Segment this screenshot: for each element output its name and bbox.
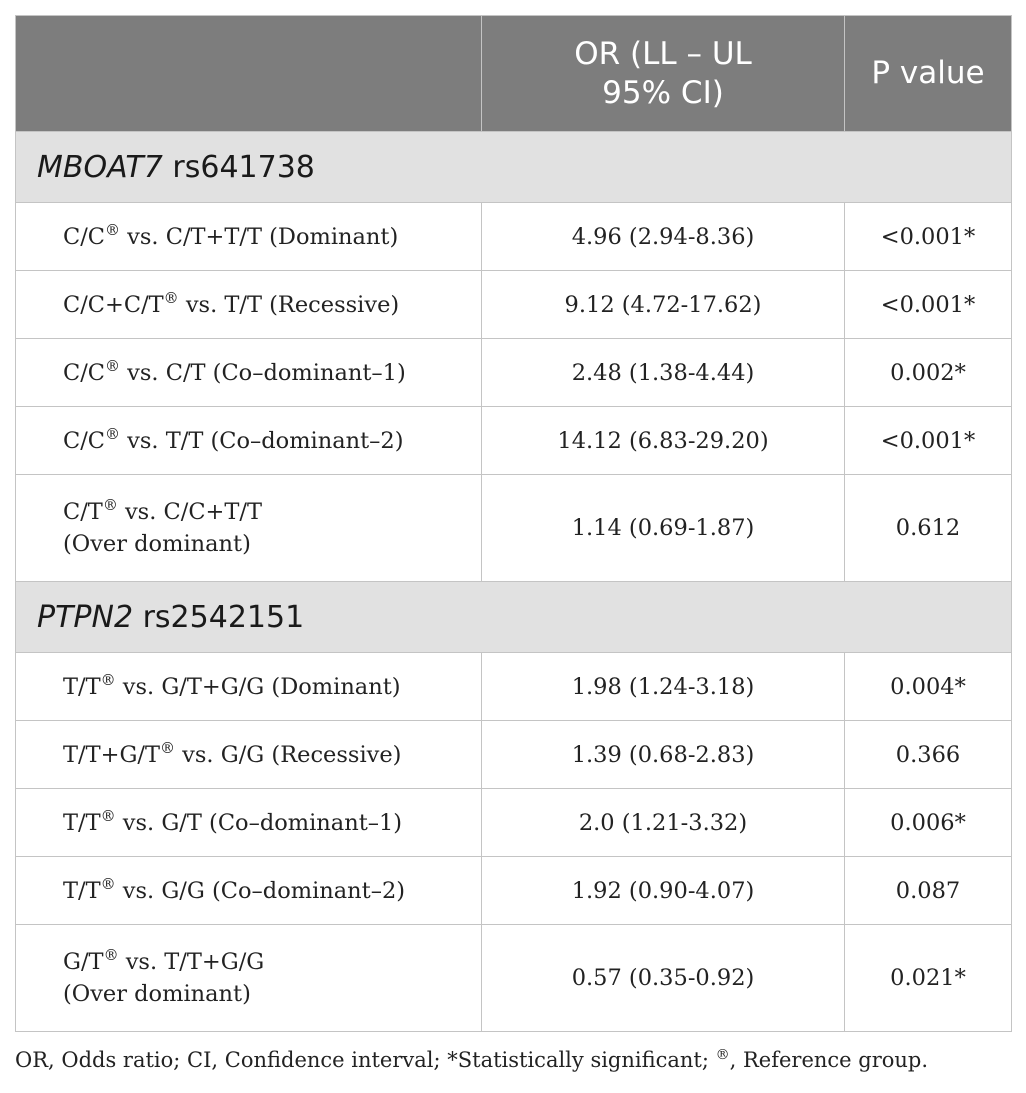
reference-mark: ® bbox=[102, 496, 118, 514]
reference-mark: ® bbox=[163, 288, 179, 307]
odds-ratio-cell: 9.12 (4.72-17.62) bbox=[482, 271, 845, 339]
reference-genotype: C/C bbox=[63, 427, 106, 454]
reference-genotype: C/C bbox=[63, 359, 106, 386]
table-row bbox=[16, 925, 1012, 1032]
table-row bbox=[16, 271, 1012, 339]
odds-ratio-cell: 0.57 (0.35-0.92) bbox=[482, 925, 845, 1032]
reference-mark: ® bbox=[100, 670, 116, 689]
table-row bbox=[16, 339, 1012, 407]
reference-mark: ® bbox=[100, 874, 116, 893]
model-cell bbox=[16, 475, 482, 582]
group-header-row bbox=[16, 582, 1012, 653]
odds-ratio-cell: 1.98 (1.24-3.18) bbox=[482, 653, 845, 721]
p-value-cell: 0.004* bbox=[845, 653, 1012, 721]
reference-genotype: T/T bbox=[63, 877, 101, 904]
table-row bbox=[16, 407, 1012, 475]
odds-ratio-cell: 2.0 (1.21-3.32) bbox=[482, 789, 845, 857]
table-body bbox=[16, 132, 1012, 1032]
model-comparison: vs. C/T (Co–dominant–1) bbox=[120, 359, 406, 386]
reference-mark: ® bbox=[100, 806, 116, 825]
group-header-cell bbox=[16, 582, 1012, 653]
group-separator bbox=[163, 150, 173, 185]
p-value-cell: <0.001* bbox=[845, 407, 1012, 475]
odds-ratio-cell: 14.12 (6.83-29.20) bbox=[482, 407, 845, 475]
model-comparison: vs. G/G (Co–dominant–2) bbox=[115, 877, 406, 904]
model-comparison: vs. G/T+G/G (Dominant) bbox=[115, 673, 401, 700]
table-row bbox=[16, 203, 1012, 271]
model-cell bbox=[16, 339, 482, 407]
table-row bbox=[16, 857, 1012, 925]
reference-mark: ® bbox=[160, 738, 176, 757]
p-value-cell: 0.002* bbox=[845, 339, 1012, 407]
footnote-text-before: OR, Odds ratio; CI, Confidence interval; *Statistically significant; bbox=[15, 1048, 716, 1072]
model-cell bbox=[16, 653, 482, 721]
header-model-cell bbox=[16, 16, 482, 132]
odds-ratio-cell: 2.48 (1.38-4.44) bbox=[482, 339, 845, 407]
genetic-model-table bbox=[15, 15, 1012, 1032]
snp-id: rs641738 bbox=[172, 149, 315, 185]
model-cell bbox=[16, 271, 482, 339]
gene-name: PTPN2 bbox=[37, 599, 134, 635]
model-type: (Over dominant) bbox=[63, 981, 251, 1007]
p-value-cell: <0.001* bbox=[845, 271, 1012, 339]
p-value-cell: 0.366 bbox=[845, 721, 1012, 789]
p-value-cell: 0.087 bbox=[845, 857, 1012, 925]
footnote-reference-mark: ® bbox=[715, 1047, 730, 1063]
group-separator bbox=[133, 600, 143, 635]
reference-mark: ® bbox=[105, 356, 121, 375]
group-header-cell bbox=[16, 132, 1012, 203]
p-value-cell: 0.021* bbox=[845, 925, 1012, 1032]
reference-mark: ® bbox=[105, 424, 121, 443]
model-comparison: vs. G/G (Recessive) bbox=[175, 741, 402, 768]
model-comparison: vs. T/T (Recessive) bbox=[178, 291, 400, 318]
model-cell bbox=[16, 203, 482, 271]
reference-mark: ® bbox=[105, 220, 121, 239]
reference-genotype: T/T+G/T bbox=[63, 741, 161, 768]
table-row bbox=[16, 653, 1012, 721]
model-type: (Over dominant) bbox=[63, 531, 251, 557]
model-cell bbox=[16, 407, 482, 475]
reference-mark: ® bbox=[103, 946, 119, 964]
model-comparison: vs. C/C+T/T bbox=[117, 499, 262, 525]
model-comparison: vs. T/T (Co–dominant–2) bbox=[120, 427, 404, 454]
group-header-row bbox=[16, 132, 1012, 203]
model-comparison: vs. C/T+T/T (Dominant) bbox=[120, 223, 399, 250]
header-p-cell: P value bbox=[845, 16, 1012, 132]
header-or-label: OR (LL – UL 95% CI) bbox=[574, 35, 752, 111]
gene-name: MBOAT7 bbox=[37, 149, 163, 185]
model-comparison: vs. T/T+G/G bbox=[118, 949, 265, 975]
footnote-text-after: , Reference group. bbox=[729, 1048, 929, 1072]
odds-ratio-cell: 1.39 (0.68-2.83) bbox=[482, 721, 845, 789]
genetic-model-table-container bbox=[15, 15, 1011, 1032]
model-cell bbox=[16, 721, 482, 789]
model-cell bbox=[16, 925, 482, 1032]
table-row bbox=[16, 721, 1012, 789]
reference-genotype: C/C bbox=[63, 223, 106, 250]
model-cell bbox=[16, 789, 482, 857]
model-cell bbox=[16, 857, 482, 925]
table-footnote bbox=[15, 1048, 1015, 1072]
reference-genotype: T/T bbox=[63, 809, 101, 836]
reference-genotype: G/T bbox=[63, 949, 104, 975]
model-comparison: vs. G/T (Co–dominant–1) bbox=[115, 809, 403, 836]
odds-ratio-cell: 1.92 (0.90-4.07) bbox=[482, 857, 845, 925]
p-value-cell: 0.612 bbox=[845, 475, 1012, 582]
snp-id: rs2542151 bbox=[142, 599, 305, 635]
reference-genotype: T/T bbox=[63, 673, 101, 700]
table-row bbox=[16, 789, 1012, 857]
p-value-cell: <0.001* bbox=[845, 203, 1012, 271]
table-row bbox=[16, 475, 1012, 582]
header-or-cell bbox=[482, 16, 845, 132]
odds-ratio-cell: 1.14 (0.69-1.87) bbox=[482, 475, 845, 582]
header-row bbox=[16, 16, 1012, 132]
table-header bbox=[16, 16, 1012, 132]
reference-genotype: C/C+C/T bbox=[63, 291, 164, 318]
reference-genotype: C/T bbox=[63, 499, 103, 525]
p-value-cell: 0.006* bbox=[845, 789, 1012, 857]
odds-ratio-cell: 4.96 (2.94-8.36) bbox=[482, 203, 845, 271]
